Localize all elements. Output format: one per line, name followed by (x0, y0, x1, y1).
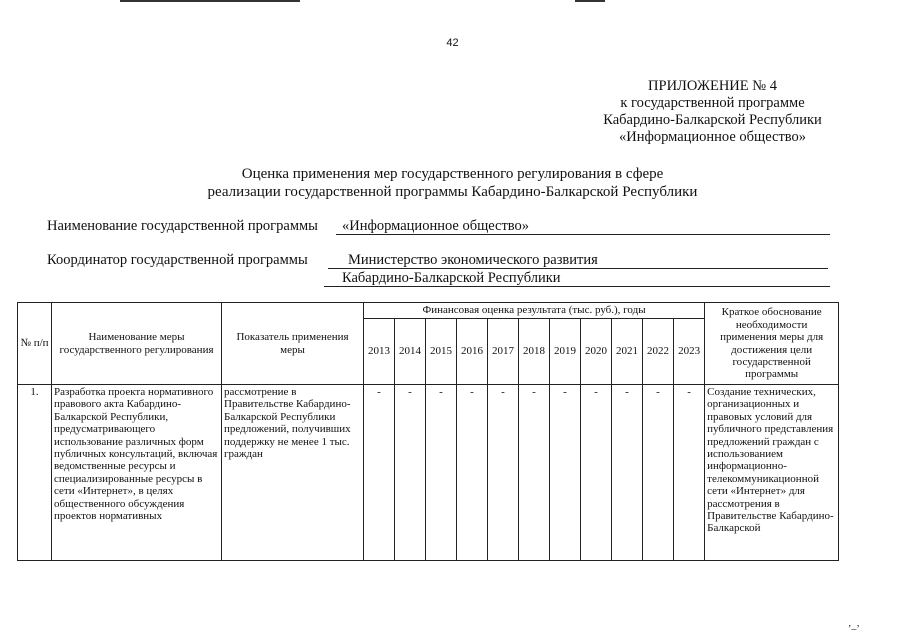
value-cell: - (457, 385, 488, 561)
appendix-line-3: Кабардино-Балкарской Республики (603, 112, 822, 128)
program-label: Наименование государственной программы (47, 218, 318, 234)
value-cell: - (643, 385, 674, 561)
year-header: 2015 (426, 319, 457, 385)
value-cell: - (488, 385, 519, 561)
coordinator-underline-1 (328, 268, 828, 269)
value-cell: - (364, 385, 395, 561)
row-measure: Разработка проекта нормативного правового акта Кабардино-Балкарской Республики, предусматривающего использование различных форм публичных консультаций, включая ведомственные ресурсы и специализированные ресурсы в сети «Интернет», в целях общественного обсуждения проектов нормативных (52, 385, 222, 561)
regulation-table (17, 302, 839, 561)
document-title (0, 165, 905, 201)
appendix-line-1: ПРИЛОЖЕНИЕ № 4 (648, 78, 777, 94)
year-header: 2022 (643, 319, 674, 385)
value-cell: - (426, 385, 457, 561)
program-value: «Информационное общество» (342, 218, 530, 234)
value-cell: - (581, 385, 612, 561)
appendix-line-2: к государственной программе (620, 95, 805, 111)
program-underline (336, 234, 830, 235)
value-cell: - (674, 385, 705, 561)
year-header: 2017 (488, 319, 519, 385)
coordinator-value-line-2: Кабардино-Балкарской Республики (342, 270, 561, 286)
appendix-header (560, 78, 865, 146)
header-num: № п/п (18, 303, 52, 385)
scan-artifact (120, 0, 300, 2)
scan-artifact (575, 0, 605, 2)
header-justification: Краткое обоснование необходимости применения меры для достижения цели государственной программы (705, 303, 839, 385)
year-header: 2023 (674, 319, 705, 385)
value-cell: - (519, 385, 550, 561)
coordinator-underline-2 (324, 286, 830, 287)
year-header: 2014 (395, 319, 426, 385)
year-header: 2018 (519, 319, 550, 385)
year-header: 2016 (457, 319, 488, 385)
year-header: 2020 (581, 319, 612, 385)
coordinator-label: Координатор государственной программы (47, 252, 308, 268)
value-cell: - (612, 385, 643, 561)
year-header: 2019 (550, 319, 581, 385)
value-cell: - (550, 385, 581, 561)
header-financial: Финансовая оценка результата (тыс. руб.), годы (364, 303, 705, 319)
coordinator-value-line-1: Министерство экономического развития (348, 252, 598, 268)
table-row (18, 385, 839, 561)
scan-artifact: ’–’ (848, 624, 860, 635)
row-num: 1. (18, 385, 52, 561)
page-number: 42 (446, 37, 459, 49)
row-indicator: рассмотрение в Правительстве Кабардино-Балкарской Республики предложений, получивших поддержку не менее 1 тыс. граждан (222, 385, 364, 561)
title-line-2: реализации государственной программы Кабардино-Балкарской Республики (207, 184, 698, 200)
row-justification: Создание технических, организационных и правовых условий для публичного представления предложений граждан с использованием информационно-телекоммуникационной сети «Интернет» для рассмотрения в Правительстве Кабардино-Балкарской (705, 385, 839, 561)
appendix-line-4: «Информационное общество» (618, 129, 807, 145)
value-cell: - (395, 385, 426, 561)
year-header: 2013 (364, 319, 395, 385)
header-measure: Наименование меры государственного регулирования (52, 303, 222, 385)
header-indicator: Показатель применения меры (222, 303, 364, 385)
title-line-1: Оценка применения мер государственного регулирования в сфере (241, 166, 664, 182)
year-header: 2021 (612, 319, 643, 385)
